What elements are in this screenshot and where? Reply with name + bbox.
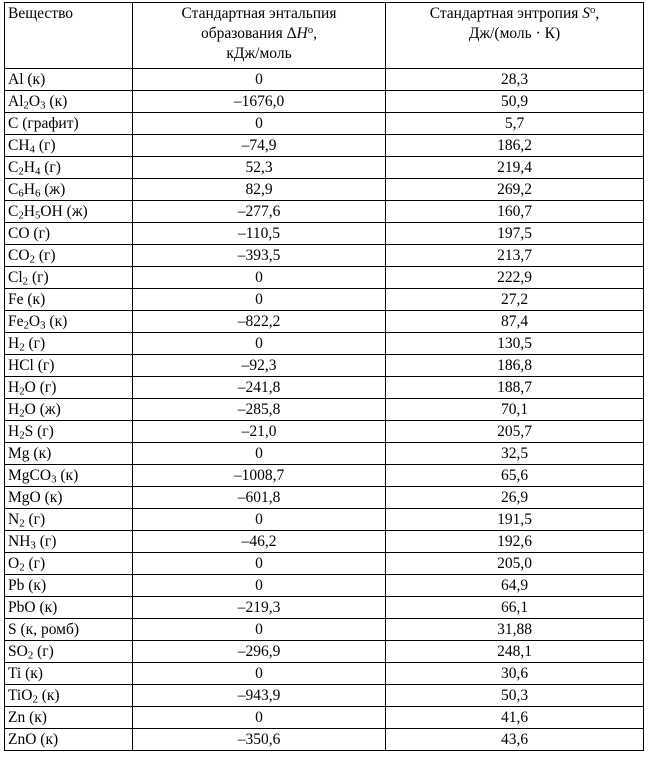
enthalpy-cell: –285,8 <box>133 399 386 421</box>
header-entropy-units: Дж/(моль · К) <box>468 25 561 42</box>
formula-text: O <box>28 312 41 330</box>
header-entropy-symbol: S <box>582 5 590 22</box>
formula-text: (г) <box>34 136 56 154</box>
formula-text: TiO <box>8 686 33 704</box>
formula-subscript: 3 <box>30 539 36 552</box>
substance-cell <box>5 487 133 509</box>
table-header-row <box>5 3 644 69</box>
entropy-cell: 188,7 <box>386 377 644 399</box>
table-row <box>5 289 644 311</box>
enthalpy-cell: 0 <box>133 619 386 641</box>
table-row <box>5 113 644 135</box>
entropy-cell: 28,3 <box>386 69 644 91</box>
formula-text: Al (к) <box>8 70 46 88</box>
substance-cell <box>5 377 133 399</box>
table-row <box>5 377 644 399</box>
formula-text: MgO (к) <box>8 488 63 506</box>
table-row <box>5 575 644 597</box>
header-enthalpy-line2 <box>136 24 382 44</box>
substance-cell <box>5 157 133 179</box>
enthalpy-cell: –822,2 <box>133 311 386 333</box>
formula-subscript: 2 <box>19 341 25 354</box>
enthalpy-cell: 0 <box>133 575 386 597</box>
enthalpy-cell: 0 <box>133 333 386 355</box>
enthalpy-cell: –46,2 <box>133 531 386 553</box>
header-substance-label: Вещество <box>8 5 74 22</box>
substance-cell <box>5 443 133 465</box>
enthalpy-cell: –943,9 <box>133 685 386 707</box>
enthalpy-cell: –92,3 <box>133 355 386 377</box>
entropy-cell: 160,7 <box>386 201 644 223</box>
enthalpy-cell: 82,9 <box>133 179 386 201</box>
formula-text: (к) <box>45 312 68 330</box>
substance-cell <box>5 333 133 355</box>
entropy-cell: 70,1 <box>386 399 644 421</box>
substance-cell <box>5 663 133 685</box>
substance-cell <box>5 465 133 487</box>
formula-text: PbO (к) <box>8 598 58 616</box>
enthalpy-cell: 52,3 <box>133 157 386 179</box>
header-enthalpy-sup: o <box>307 24 314 37</box>
substance-cell <box>5 707 133 729</box>
enthalpy-cell: –1676,0 <box>133 91 386 113</box>
table-row <box>5 729 644 751</box>
formula-text: Pb (к) <box>8 576 47 594</box>
formula-subscript: 2 <box>18 209 24 222</box>
entropy-cell: 219,4 <box>386 157 644 179</box>
formula-subscript: 2 <box>19 429 25 442</box>
header-entropy <box>386 3 644 69</box>
table-row <box>5 509 644 531</box>
formula-text: CO (г) <box>8 224 51 242</box>
formula-text: H <box>8 334 20 352</box>
formula-text: H <box>23 202 35 220</box>
substance-cell <box>5 113 133 135</box>
substance-cell <box>5 289 133 311</box>
header-entropy-line1 <box>389 4 640 24</box>
table-row <box>5 443 644 465</box>
table-row <box>5 157 644 179</box>
table-row <box>5 465 644 487</box>
entropy-cell: 192,6 <box>386 531 644 553</box>
formula-text: Al <box>8 92 24 110</box>
formula-text: MgCO <box>8 466 52 484</box>
formula-subscript: 2 <box>19 407 25 420</box>
table-row <box>5 685 644 707</box>
enthalpy-cell: 0 <box>133 509 386 531</box>
header-enthalpy-symbol: H <box>296 25 308 42</box>
enthalpy-cell: –21,0 <box>133 421 386 443</box>
formula-subscript: 3 <box>40 319 46 332</box>
entropy-cell: 26,9 <box>386 487 644 509</box>
entropy-cell: 186,8 <box>386 355 644 377</box>
table-row <box>5 355 644 377</box>
table-row <box>5 641 644 663</box>
header-entropy-comma: , <box>595 5 600 22</box>
substance-cell <box>5 135 133 157</box>
entropy-cell: 30,6 <box>386 663 644 685</box>
formula-text: (г) <box>24 510 46 528</box>
formula-text: (г) <box>35 532 57 550</box>
enthalpy-cell: 0 <box>133 443 386 465</box>
entropy-cell: 248,1 <box>386 641 644 663</box>
entropy-cell: 87,4 <box>386 311 644 333</box>
formula-subscript: 2 <box>19 385 25 398</box>
formula-text: HCl (г) <box>8 356 55 374</box>
table-row <box>5 135 644 157</box>
formula-subscript: 2 <box>19 561 25 574</box>
table-row <box>5 267 644 289</box>
formula-subscript: 2 <box>32 693 38 706</box>
formula-subscript: 3 <box>40 99 46 112</box>
entropy-cell: 191,5 <box>386 509 644 531</box>
table-row <box>5 311 644 333</box>
formula-subscript: 6 <box>34 187 41 200</box>
substance-cell <box>5 509 133 531</box>
formula-text: H <box>23 180 35 198</box>
formula-subscript: 2 <box>22 275 29 288</box>
formula-subscript: 2 <box>23 319 29 332</box>
entropy-cell: 197,5 <box>386 223 644 245</box>
substance-cell <box>5 69 133 91</box>
substance-cell <box>5 575 133 597</box>
table-row <box>5 69 644 91</box>
header-substance <box>5 3 133 69</box>
table-row <box>5 619 644 641</box>
formula-subscript: 4 <box>29 143 35 156</box>
formula-text: O (г) <box>24 378 57 396</box>
substance-cell <box>5 619 133 641</box>
entropy-cell: 50,9 <box>386 91 644 113</box>
formula-text: O (ж) <box>24 400 61 418</box>
substance-cell <box>5 201 133 223</box>
formula-subscript: 6 <box>18 187 24 200</box>
enthalpy-cell: 0 <box>133 69 386 91</box>
substance-cell <box>5 179 133 201</box>
table-row <box>5 201 644 223</box>
formula-text: Zn (к) <box>8 708 47 726</box>
substance-cell <box>5 553 133 575</box>
formula-text: Fe (к) <box>8 290 46 308</box>
formula-text: S (г) <box>24 422 54 440</box>
entropy-cell: 65,6 <box>386 465 644 487</box>
entropy-cell: 222,9 <box>386 267 644 289</box>
substance-cell <box>5 267 133 289</box>
enthalpy-cell: –110,5 <box>133 223 386 245</box>
formula-text: O <box>8 554 20 572</box>
entropy-cell: 43,6 <box>386 729 644 751</box>
substance-cell <box>5 355 133 377</box>
formula-text: H <box>8 422 20 440</box>
table-row <box>5 223 644 245</box>
header-enthalpy-line1: Стандартная энтальпия <box>181 5 337 22</box>
formula-text: (г) <box>33 642 54 660</box>
formula-text: (г) <box>34 246 56 264</box>
formula-text: S (к, ромб) <box>8 620 79 638</box>
enthalpy-cell: 0 <box>133 553 386 575</box>
formula-text: C <box>8 158 19 176</box>
table-row <box>5 91 644 113</box>
substance-cell <box>5 641 133 663</box>
formula-text: OH (ж) <box>40 202 88 220</box>
formula-text: Ti (к) <box>8 664 43 682</box>
formula-text: CO <box>8 246 30 264</box>
enthalpy-cell: –74,9 <box>133 135 386 157</box>
table-row <box>5 597 644 619</box>
entropy-cell: 213,7 <box>386 245 644 267</box>
enthalpy-cell: –241,8 <box>133 377 386 399</box>
entropy-cell: 27,2 <box>386 289 644 311</box>
formula-text: H <box>8 378 20 396</box>
entropy-cell: 50,3 <box>386 685 644 707</box>
formula-text: Fe <box>8 312 24 330</box>
formula-text: CH <box>8 136 30 154</box>
header-enthalpy-units: кДж/моль <box>226 45 292 62</box>
entropy-cell: 31,88 <box>386 619 644 641</box>
substance-cell <box>5 311 133 333</box>
thermodynamic-data-table <box>4 2 644 751</box>
enthalpy-cell: –277,6 <box>133 201 386 223</box>
entropy-cell: 269,2 <box>386 179 644 201</box>
formula-text: (г) <box>24 554 46 572</box>
header-entropy-text: Стандартная энтропия <box>429 5 583 22</box>
header-enthalpy-comma: , <box>313 25 318 42</box>
formula-text: N <box>8 510 20 528</box>
substance-cell <box>5 91 133 113</box>
formula-text: (г) <box>40 158 61 176</box>
header-entropy-sup: o <box>590 4 596 17</box>
enthalpy-cell: –296,9 <box>133 641 386 663</box>
entropy-cell: 32,5 <box>386 443 644 465</box>
table-body <box>5 69 644 751</box>
formula-text: C <box>8 180 19 198</box>
substance-cell <box>5 421 133 443</box>
formula-subscript: 2 <box>23 99 29 112</box>
formula-text: H <box>8 400 20 418</box>
substance-cell <box>5 531 133 553</box>
substance-cell <box>5 729 133 751</box>
formula-subscript: 2 <box>27 649 34 662</box>
formula-text: C <box>8 202 19 220</box>
formula-subscript: 3 <box>51 473 57 486</box>
enthalpy-cell: –393,5 <box>133 245 386 267</box>
formula-text: (к) <box>45 92 68 110</box>
formula-text: (г) <box>28 268 49 286</box>
table-row <box>5 245 644 267</box>
table-row <box>5 421 644 443</box>
enthalpy-cell: 0 <box>133 113 386 135</box>
table-row <box>5 487 644 509</box>
formula-subscript: 2 <box>29 253 35 266</box>
enthalpy-cell: 0 <box>133 707 386 729</box>
formula-text: Cl <box>8 268 23 286</box>
enthalpy-cell: –601,8 <box>133 487 386 509</box>
formula-text: SO <box>8 642 28 660</box>
formula-text: (г) <box>24 334 46 352</box>
formula-text: (ж) <box>40 180 66 198</box>
entropy-cell: 205,7 <box>386 421 644 443</box>
enthalpy-cell: 0 <box>133 663 386 685</box>
enthalpy-cell: –350,6 <box>133 729 386 751</box>
header-enthalpy <box>133 3 386 69</box>
entropy-cell: 66,1 <box>386 597 644 619</box>
formula-subscript: 2 <box>18 165 24 178</box>
table-row <box>5 553 644 575</box>
formula-subscript: 2 <box>19 517 25 530</box>
table-row <box>5 333 644 355</box>
enthalpy-cell: 0 <box>133 267 386 289</box>
table-row <box>5 531 644 553</box>
substance-cell <box>5 597 133 619</box>
enthalpy-cell: –219,3 <box>133 597 386 619</box>
enthalpy-cell: –1008,7 <box>133 465 386 487</box>
formula-text: (к) <box>56 466 79 484</box>
substance-cell <box>5 223 133 245</box>
substance-cell <box>5 399 133 421</box>
entropy-cell: 5,7 <box>386 113 644 135</box>
substance-cell <box>5 685 133 707</box>
table-row <box>5 399 644 421</box>
formula-text: ZnO (к) <box>8 730 59 748</box>
entropy-cell: 64,9 <box>386 575 644 597</box>
header-enthalpy-text: образования Δ <box>200 25 297 42</box>
formula-text: Mg (к) <box>8 444 52 462</box>
formula-text: C (графит) <box>8 114 79 132</box>
formula-text: NH <box>8 532 31 550</box>
formula-text: H <box>23 158 35 176</box>
formula-subscript: 4 <box>34 165 41 178</box>
table-row <box>5 707 644 729</box>
substance-cell <box>5 245 133 267</box>
formula-text: (к) <box>37 686 60 704</box>
entropy-cell: 186,2 <box>386 135 644 157</box>
table-row <box>5 179 644 201</box>
entropy-cell: 41,6 <box>386 707 644 729</box>
table-row <box>5 663 644 685</box>
enthalpy-cell: 0 <box>133 289 386 311</box>
formula-subscript: 5 <box>34 209 41 222</box>
formula-text: O <box>28 92 41 110</box>
entropy-cell: 205,0 <box>386 553 644 575</box>
entropy-cell: 130,5 <box>386 333 644 355</box>
